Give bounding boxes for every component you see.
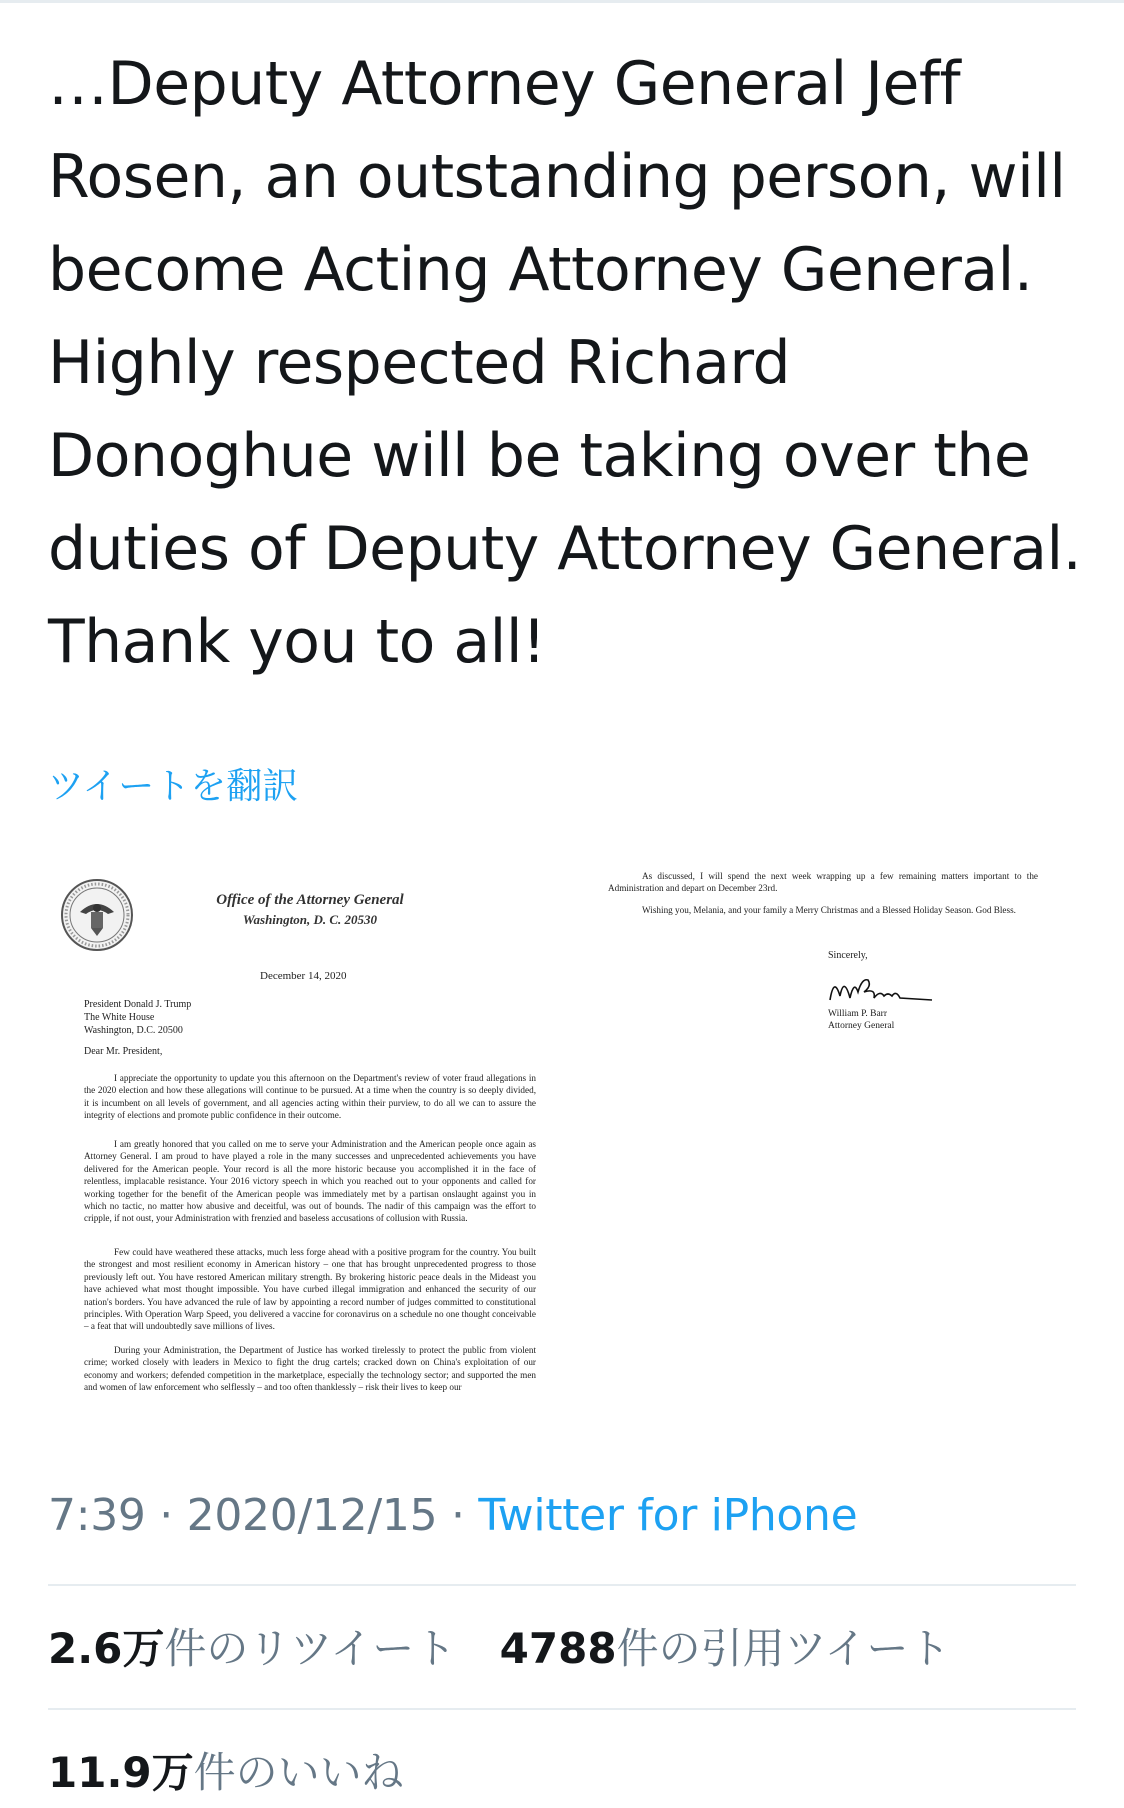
signer-title: Attorney General (828, 1021, 895, 1031)
letter-signer (828, 1008, 894, 1032)
attached-letter-image[interactable] (48, 850, 1076, 1420)
doj-seal-icon (60, 878, 134, 952)
letterhead (180, 890, 440, 930)
tweet-source-link[interactable]: Twitter for iPhone (478, 1490, 858, 1541)
divider (48, 1584, 1076, 1586)
quote-tweets-stat[interactable] (500, 1624, 951, 1673)
letter-paragraph: I am greatly honored that you called on me to serve your Administration and the American people once again as Attorney General. I am proud to have played a role in the many successes and unprecedented achievements you have delivered for the American people. Your record is all the more historic because you accomplished it in the face of relentless, implacable resistance. Your 2016 victory speech in which you reached out to your opponents and called for working together for the benefit of the American people was immediately met by a partisan onslaught against you in which no tactic, no matter how abusive and deceitful, was out of bounds. The nadir of this campaign was the effort to cripple, if not oust, your Administration with frenzied and baseless accusations of collusion with Russia. (84, 1139, 536, 1224)
likes-count: 11.9万 (48, 1748, 194, 1797)
tweet-text: …Deputy Attorney General Jeff Rosen, an outstanding person, will become Acting Attorney General. Highly respected Richard Donoghue will be taking over the duties of Deputy Attorney General. Thank you to all! (48, 49, 1082, 677)
letter-paragraph: During your Administration, the Department of Justice has worked tirelessly to protect the public from violent crime; worked closely with leaders in Mexico to fight the drug cartels; cracked down on China's exploitation of our economy and workers; defended competition in the marketplace, especially the technology sector; and supported the men and women of law enforcement who selflessly – and too often thanklessly – risk their lives to keep our (84, 1345, 536, 1393)
letter-paragraph: I appreciate the opportunity to update you this afternoon on the Department's review of voter fraud allegations in the 2020 election and how these allegations will continue to be pursued. At a time when the country is so deeply divided, it is incumbent on all levels of government, and all agencies acting within their purview, to do all we can to assure the integrity of elections and promote public confidence in their outcome. (84, 1073, 536, 1121)
translate-tweet-link[interactable]: ツイートを翻訳 (48, 766, 299, 807)
letter-page-2 (608, 870, 1048, 1110)
letter-date: December 14, 2020 (260, 970, 347, 982)
address-line: President Donald J. Trump (84, 999, 192, 1010)
letter-greeting: Dear Mr. President, (84, 1046, 163, 1057)
top-divider (0, 0, 1124, 3)
tweet-meta (48, 1490, 857, 1541)
letter-paragraph: As discussed, I will spend the next week wrapping up a few remaining matters important to the Administration and depart on December 23rd. (608, 871, 1038, 894)
meta-separator: · (145, 1490, 187, 1541)
tweet-date: 2020/12/15 (186, 1490, 438, 1541)
letterhead-city: Washington, D. C. 20530 (242, 912, 378, 927)
divider (48, 1708, 1076, 1710)
meta-separator: · (437, 1490, 479, 1541)
address-line: Washington, D.C. 20500 (84, 1025, 183, 1036)
engagement-stats (48, 1616, 980, 1676)
retweets-label: 件のリツイート (164, 1624, 457, 1673)
signer-name: William P. Barr (828, 1009, 887, 1019)
likes-stat[interactable] (48, 1748, 404, 1797)
quote-tweets-count: 4788 (499, 1624, 617, 1673)
quote-tweets-label: 件の引用ツイート (616, 1624, 951, 1673)
tweet-time: 7:39 (48, 1490, 146, 1541)
signature-icon (824, 970, 934, 1010)
letter-closing: Sincerely, (828, 950, 868, 961)
address-line: The White House (84, 1012, 155, 1023)
letter-paragraph: Few could have weathered these attacks, much less forge ahead with a positive program for the country. You built the strongest and most resilient economy in American history – one that has brought unprecedented progress to those previously left out. You have restored American military strength. By brokering historic peace deals in the Mideast you have achieved what most thought impossible. You have curbed illegal immigration and enhanced the security of our nation's borders. You have advanced the rule of law by appointing a record number of judges committed to constitutional principles. With Operation Warp Speed, you delivered a vaccine for coronavirus on a schedule no one thought conceivable – a feat that will undoubtedly save millions of lives. (84, 1247, 536, 1332)
retweets-stat[interactable] (48, 1624, 456, 1673)
letterhead-office: Office of the Attorney General (216, 892, 404, 908)
letter-paragraph: Wishing you, Melania, and your family a Merry Christmas and a Blessed Holiday Season. God Bless. (642, 905, 1016, 915)
likes-row (48, 1740, 434, 1800)
letter-page-1 (60, 870, 540, 1420)
retweets-count: 2.6万 (48, 1624, 165, 1673)
likes-label: 件のいいね (193, 1748, 404, 1797)
letter-address (84, 998, 191, 1037)
